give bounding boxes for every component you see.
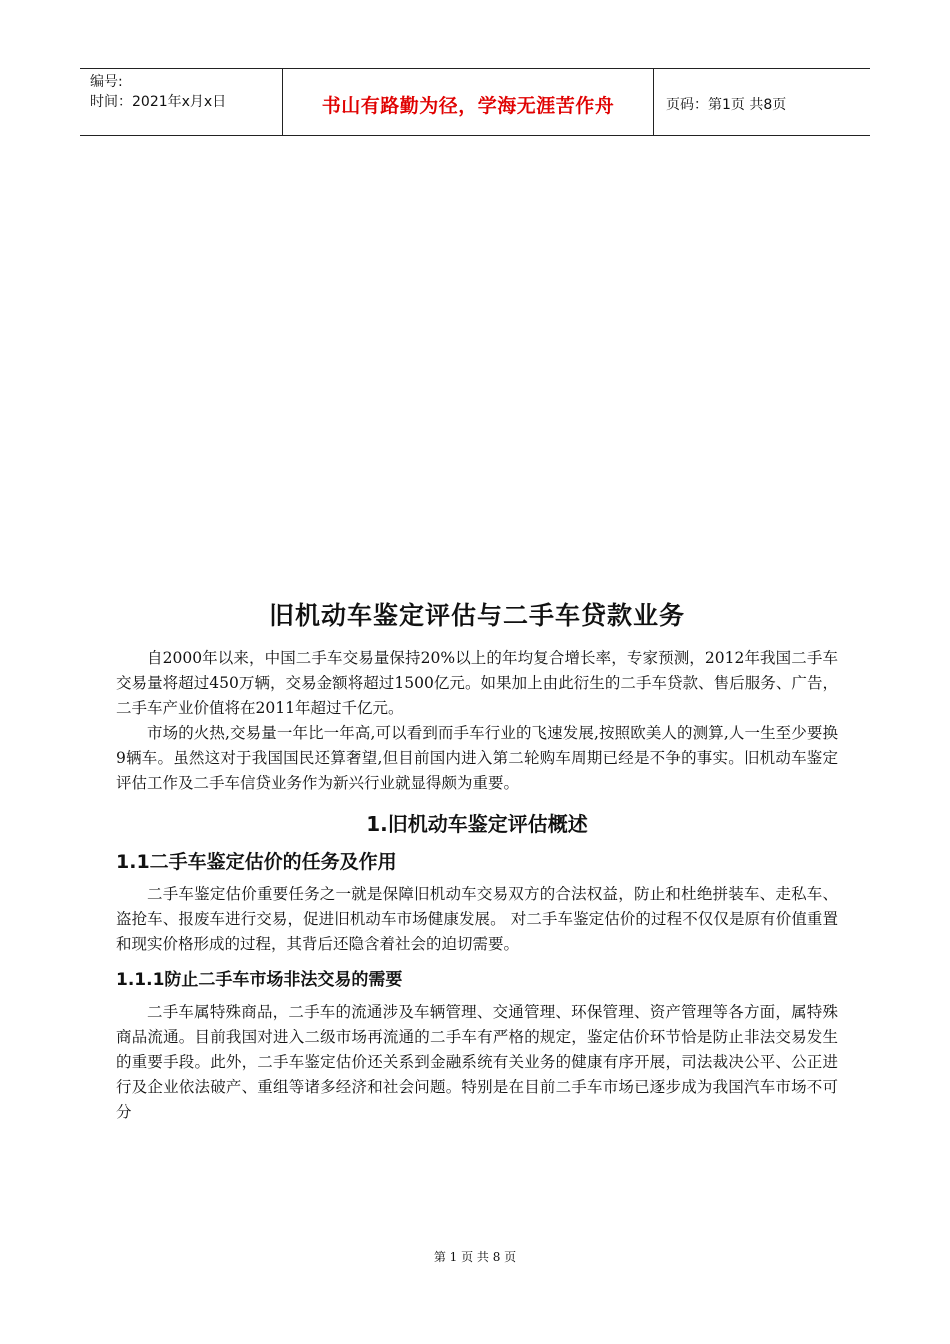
section-paragraph: 二手车属特殊商品，二手车的流通涉及车辆管理、交通管理、环保管理、资产管理等各方面，属特殊商品流通。目前我国对进入二级市场再流通的二手车有严格的规定，鉴定估价环节恰是防止非法交易发生的重要手段。此外，二手车鉴定估价还关系到金融系统有关业务的健康有序开展，司法裁决公平、公正进行及企业依法破产、重组等诸多经济和社会问题。特别是在目前二手车市场已逐步成为我国汽车市场不可分 <box>116 1003 838 1121</box>
intro-paragraph: 市场的火热,交易量一年比一年高,可以看到而手车行业的飞速发展,按照欧美人的测算,人一生至少要换9辆车。虽然这对于我国国民还算奢望,但目前国内进入第二轮购车周期已经是不争的事实。旧机动车鉴定评估工作及二手车信贷业务作为新兴行业就显得颇为重要。 <box>116 724 838 792</box>
header-motto-cell <box>282 69 654 135</box>
document-body <box>116 596 838 1125</box>
header-page-info: 页码：第1页 共8页 <box>666 97 787 113</box>
subsubsection-heading: 1.1.1防止二手车市场非法交易的需要 <box>116 970 403 990</box>
header-motto: 书山有路勤为径，学海无涯苦作舟 <box>321 94 615 117</box>
page-header <box>80 68 870 136</box>
document-time-label: 时间：2021年x月x日 <box>90 94 227 110</box>
intro-paragraph: 自2000年以来，中国二手车交易量保持20%以上的年均复合增长率，专家预测，2012年我国二手车交易量将超过450万辆，交易金额将超过1500亿元。如果加上由此衍生的二手车贷款、售后服务、广告，二手车产业价值将在2011年超过千亿元。 <box>116 649 838 717</box>
subsection-heading: 1.1二手车鉴定估价的任务及作用 <box>116 851 397 873</box>
document-number-label: 编号: <box>90 74 123 90</box>
section-heading: 1.旧机动车鉴定评估概述 <box>366 812 588 836</box>
section-paragraph: 二手车鉴定估价重要任务之一就是保障旧机动车交易双方的合法权益，防止和杜绝拼装车、走私车、盗抢车、报废车进行交易，促进旧机动车市场健康发展。 对二手车鉴定估价的过程不仅仅是原有价值重置和现实价格形成的过程，其背后还隐含着社会的迫切需要。 <box>116 885 838 953</box>
page-footer: 第 1 页 共 8 页 <box>433 1250 517 1264</box>
document-title: 旧机动车鉴定评估与二手车贷款业务 <box>268 601 685 630</box>
header-meta <box>80 69 282 135</box>
header-page-info-cell <box>654 69 870 135</box>
